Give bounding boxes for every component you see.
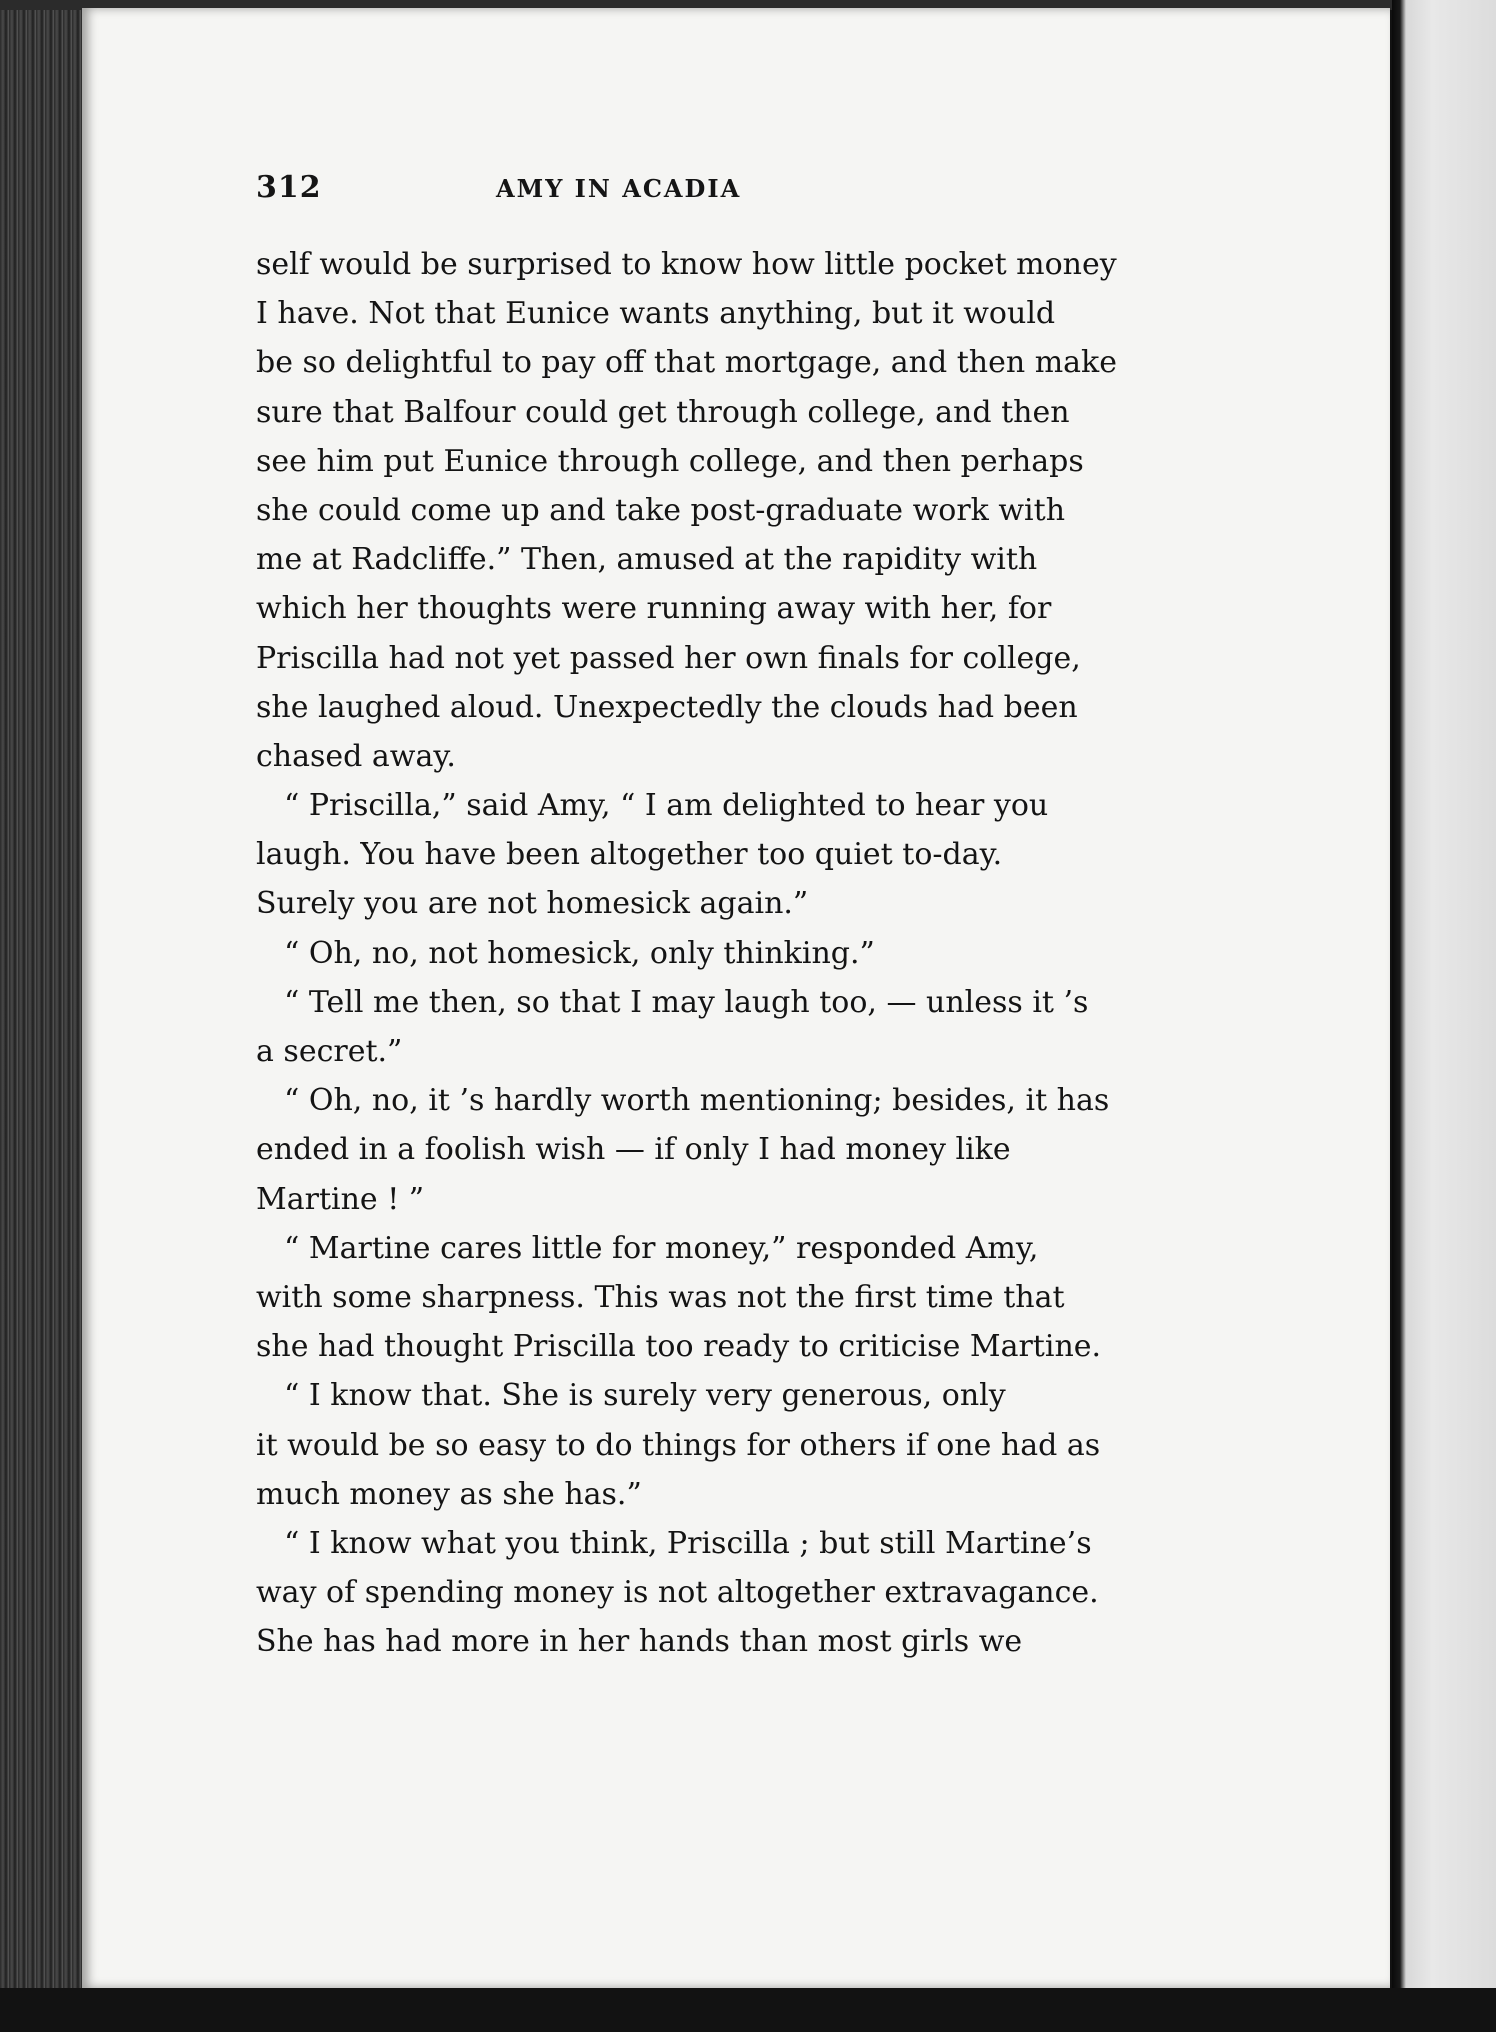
text-line: self would be surprised to know how little pocket money <box>256 247 1117 282</box>
text-line: way of spending money is not altogether extravagance. <box>256 1575 1099 1611</box>
text-line: she laughed aloud. Unexpectedly the clouds had been <box>256 689 1078 725</box>
text-line: a secret.” <box>256 1034 403 1069</box>
text-line: “ Oh, no, not homesick, only thinking.” <box>284 935 875 971</box>
text-line: me at Radcliffe.” Then, amused at the rapidity with <box>256 542 1038 578</box>
book-binding-edge <box>0 0 90 2032</box>
text-line: chased away. <box>256 738 456 774</box>
text-line: “ Martine cares little for money,” responded Amy, <box>284 1230 1039 1266</box>
text-line: Martine ! ” <box>256 1181 425 1217</box>
text-line: I have. Not that Eunice wants anything, but it would <box>256 296 1056 332</box>
text-line: laugh. You have been altogether too quiet to-day. <box>256 837 1003 873</box>
text-line: “ Tell me then, so that I may laugh too, — unless it ’s <box>284 984 1089 1020</box>
text-line: she had thought Priscilla too ready to criticise Martine. <box>256 1329 1102 1365</box>
text-line: sure that Balfour could get through college, and then <box>256 394 1070 430</box>
text-line: with some sharpness. This was not the first time that <box>256 1279 1065 1315</box>
text-line: it would be so easy to do things for others if one had as <box>256 1427 1101 1463</box>
text-line: see him put Eunice through college, and then perhaps <box>256 443 1084 479</box>
facing-page-edge <box>1392 0 1496 2032</box>
page-header <box>256 170 916 220</box>
running-title: AMY IN ACADIA <box>496 174 742 203</box>
text-line: She has had more in her hands than most girls we <box>256 1624 1023 1660</box>
page-number: 312 <box>256 170 322 205</box>
body-text <box>256 240 1117 1666</box>
text-line: “ I know what you think, Priscilla ; but still Martine’s <box>284 1525 1092 1561</box>
text-line: be so delightful to pay off that mortgage, and then make <box>256 345 1117 381</box>
text-line: “ I know that. She is surely very generous, only <box>284 1378 1006 1414</box>
text-line: Surely you are not homesick again.” <box>256 886 809 922</box>
bottom-edge <box>0 1988 1496 2032</box>
text-line: which her thoughts were running away with her, for <box>256 591 1052 627</box>
text-line: much money as she has.” <box>256 1476 642 1512</box>
text-line: Priscilla had not yet passed her own finals for college, <box>256 640 1081 676</box>
text-line: “ Oh, no, it ’s hardly worth mentioning; besides, it has <box>284 1083 1110 1119</box>
text-line: she could come up and take post-graduate work with <box>256 492 1066 528</box>
text-line: “ Priscilla,” said Amy, “ I am delighted to hear you <box>284 788 1049 824</box>
text-line: ended in a foolish wish — if only I had money like <box>256 1132 1011 1168</box>
